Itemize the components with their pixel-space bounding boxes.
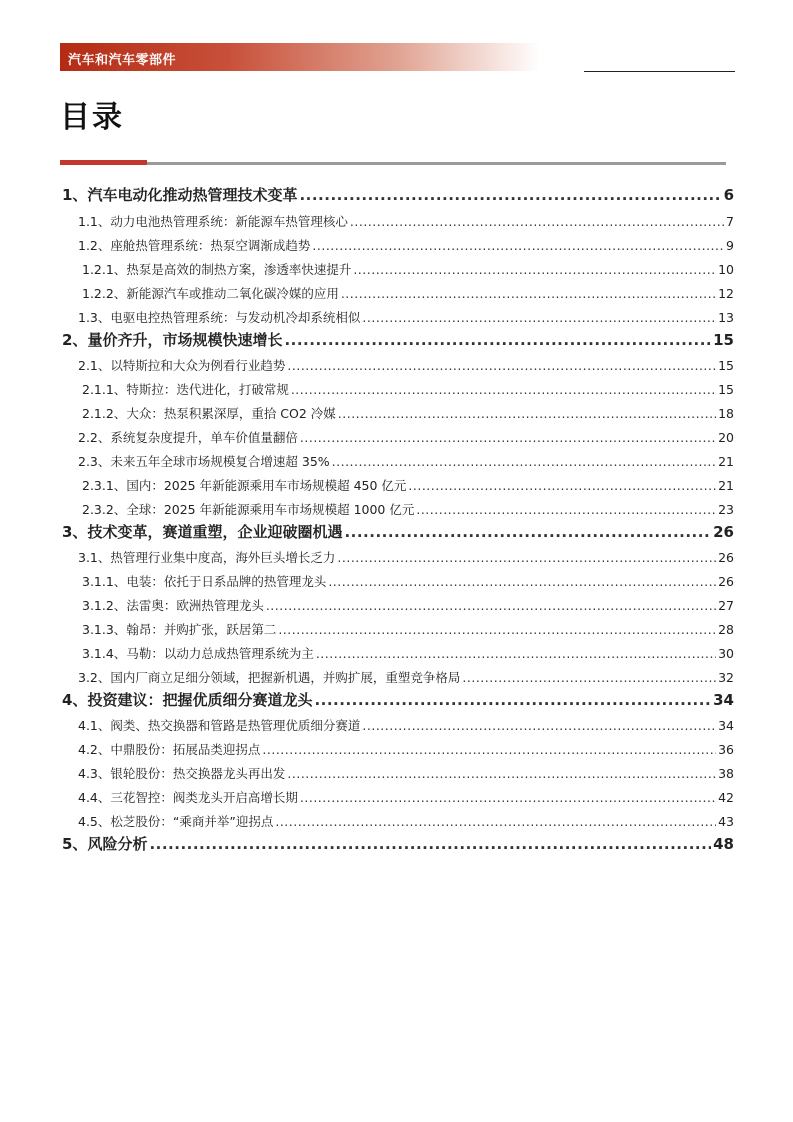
toc-entry[interactable]: 5、 风险分析 ..... 48 [62,833,734,855]
toc-entry-title: 风险分析 [87,835,148,853]
toc-page-number: 42 [718,790,734,805]
toc-entry[interactable]: 1.1、 动力电池热管理系统：新能源车热管理核心 ..... 7 [78,212,734,232]
header-category: 汽车和汽车零部件 [68,53,177,68]
toc-leader [278,622,716,637]
toc-leader [332,454,716,469]
toc-entry-title: 特斯拉：迭代进化，打破常规 [126,382,289,397]
toc-entry-title: 系统复杂度提升，单车价值量翻倍 [110,430,298,445]
toc-leader [408,478,716,493]
toc-page-number: 18 [718,406,734,421]
toc-page-number: 34 [713,691,734,709]
header-band [60,43,540,71]
toc-entry[interactable]: 2.1.2、 大众：热泵积累深厚，重拾 CO2 冷媒 ..... 18 [82,404,734,424]
toc-entry-title: 未来五年全球市场规模复合增速超 35% [110,454,330,469]
toc-leader [362,718,716,733]
toc-page-number: 32 [718,670,734,685]
toc-entry-title: 松芝股份：“乘商并举”迎拐点 [110,814,274,829]
toc-entry[interactable]: 4、 投资建议：把握优质细分赛道龙头 ..... 34 [62,689,734,711]
toc-entry[interactable]: 1.3、 电驱电控热管理系统：与发动机冷却系统相似 ..... 13 [78,308,734,328]
toc-page-number: 20 [718,430,734,445]
toc-entry[interactable]: 2.3、 未来五年全球市场规模复合增速超 35% ..... 21 [78,452,734,472]
toc-leader [312,238,724,253]
toc-leader [416,502,716,517]
toc-entry-title: 量价齐升，市场规模快速增长 [87,331,283,349]
toc-entry[interactable]: 2.2、 系统复杂度提升，单车价值量翻倍 ..... 20 [78,428,734,448]
toc-entry-title: 座舱热管理系统：热泵空调渐成趋势 [110,238,311,253]
toc-page-number: 38 [718,766,734,781]
toc-entry[interactable]: 3.1.3、 翰昂：并购扩张，跃居第二 ..... 28 [82,620,734,640]
toc-entry[interactable]: 4.3、 银轮股份：热交换器龙头再出发 ..... 38 [78,764,734,784]
toc-entry-title: 银轮股份：热交换器龙头再出发 [110,766,286,781]
toc-leader [291,382,716,397]
toc-entry-title: 全球：2025 年新能源乘用车市场规模超 1000 亿元 [126,502,415,517]
toc-entry[interactable]: 2、 量价齐升，市场规模快速增长 ..... 15 [62,329,734,351]
toc-page-number: 28 [718,622,734,637]
toc-entry-title: 热泵是高效的制热方案，渗透率快速提升 [126,262,352,277]
toc-page-number: 26 [718,574,734,589]
toc-page-number: 21 [718,478,734,493]
toc-leader [284,331,711,349]
toc-leader [275,814,716,829]
toc-entry[interactable]: 1.2.2、 新能源汽车或推动二氧化碳冷媒的应用 ..... 12 [82,284,734,304]
toc-entry-title: 阀类、热交换器和管路是热管理优质细分赛道 [110,718,361,733]
toc-page-number: 21 [718,454,734,469]
toc-entry-title: 汽车电动化推动热管理技术变革 [87,186,298,204]
toc-entry[interactable]: 3.1.2、 法雷奥：欧洲热管理龙头 ..... 27 [82,596,734,616]
toc-page-number: 15 [718,358,734,373]
toc-entry[interactable]: 4.5、 松芝股份：“乘商并举”迎拐点 ..... 43 [78,812,734,832]
toc-entry[interactable]: 4.1、 阀类、热交换器和管路是热管理优质细分赛道 ..... 34 [78,716,734,736]
toc-leader [287,766,716,781]
title-underline-accent [60,160,147,165]
toc-page-number: 30 [718,646,734,661]
toc-page-number: 13 [718,310,734,325]
toc-entry-title: 大众：热泵积累深厚，重拾 CO2 冷媒 [126,406,336,421]
toc-entry[interactable]: 2.3.2、 全球：2025 年新能源乘用车市场规模超 1000 亿元 ..... 23 [82,500,734,520]
toc-page-number: 15 [718,382,734,397]
toc-page-number: 7 [726,214,734,229]
toc-entry-title: 中鼎股份：拓展品类迎拐点 [110,742,261,757]
toc-title: 目录 [60,100,124,135]
toc-page-number: 34 [718,718,734,733]
toc-entry-title: 以特斯拉和大众为例看行业趋势 [110,358,286,373]
toc-page-number: 10 [718,262,734,277]
toc-entry-title: 新能源汽车或推动二氧化碳冷媒的应用 [126,286,339,301]
title-underline [60,162,726,165]
toc-entry[interactable]: 3.1.1、 电装：依托于日系品牌的热管理龙头 ..... 26 [82,572,734,592]
toc-page-number: 43 [718,814,734,829]
toc-leader [362,310,716,325]
toc-entry-title: 技术变革，赛道重塑，企业迎破圈机遇 [87,523,343,541]
toc-leader [149,835,711,853]
toc-entry-title: 电驱电控热管理系统：与发动机冷却系统相似 [110,310,361,325]
toc-entry-title: 动力电池热管理系统：新能源车热管理核心 [110,214,348,229]
toc-page-number: 27 [718,598,734,613]
toc-leader [314,691,711,709]
toc-page-number: 12 [718,286,734,301]
toc-page-number: 6 [723,186,734,204]
toc-entry[interactable]: 3.1、 热管理行业集中度高，海外巨头增长乏力 ..... 26 [78,548,734,568]
header-rule [584,71,735,72]
toc-entry-title: 电装：依托于日系品牌的热管理龙头 [126,574,327,589]
toc-leader [350,214,724,229]
toc-leader [300,790,716,805]
toc-entry[interactable]: 3.2、 国内厂商立足细分领域，把握新机遇，并购扩展，重塑竞争格局 ..... 32 [78,668,734,688]
toc-leader [344,523,711,541]
toc-entry-title: 热管理行业集中度高，海外巨头增长乏力 [110,550,336,565]
toc-entry[interactable]: 4.4、 三花智控：阀类龙头开启高增长期 ..... 42 [78,788,734,808]
toc-leader [299,186,721,204]
toc-leader [328,574,716,589]
toc-entry-title: 国内厂商立足细分领域，把握新机遇，并购扩展，重塑竞争格局 [110,670,461,685]
toc-entry[interactable]: 1.2.1、 热泵是高效的制热方案，渗透率快速提升 ..... 10 [82,260,734,280]
toc-leader [341,286,716,301]
toc-page-number: 23 [718,502,734,517]
toc-leader [337,550,716,565]
toc-entry-title: 马勒：以动力总成热管理系统为主 [126,646,314,661]
toc-leader [266,598,716,613]
toc-page-number: 26 [718,550,734,565]
toc-entry[interactable]: 1.2、 座舱热管理系统：热泵空调渐成趋势 ..... 9 [78,236,734,256]
toc-leader [338,406,716,421]
toc-leader [262,742,716,757]
toc-page-number: 26 [713,523,734,541]
toc-leader [353,262,716,277]
toc-page-number: 48 [713,835,734,853]
toc-entry[interactable]: 1、 汽车电动化推动热管理技术变革 ..... 6 [62,184,734,206]
toc-entry[interactable]: 3.1.4、 马勒：以动力总成热管理系统为主 ..... 30 [82,644,734,664]
toc-entry[interactable]: 4.2、 中鼎股份：拓展品类迎拐点 ..... 36 [78,740,734,760]
toc-page-number: 9 [726,238,734,253]
toc-entry-title: 翰昂：并购扩张，跃居第二 [126,622,277,637]
toc-leader [316,646,716,661]
toc-entry-title: 国内：2025 年新能源乘用车市场规模超 450 亿元 [126,478,407,493]
toc-entry[interactable]: 2.1.1、 特斯拉：迭代进化，打破常规 ..... 15 [82,380,734,400]
toc-leader [300,430,716,445]
toc-entry-title: 投资建议：把握优质细分赛道龙头 [87,691,313,709]
toc-entry-title: 法雷奥：欧洲热管理龙头 [126,598,264,613]
toc-entry-title: 三花智控：阀类龙头开启高增长期 [110,790,298,805]
toc-leader [287,358,716,373]
toc-entry[interactable]: 2.3.1、 国内：2025 年新能源乘用车市场规模超 450 亿元 ..... 21 [82,476,734,496]
toc-page-number: 15 [713,331,734,349]
toc-page-number: 36 [718,742,734,757]
toc-entry[interactable]: 3、 技术变革，赛道重塑，企业迎破圈机遇 ..... 26 [62,521,734,543]
toc-entry[interactable]: 2.1、 以特斯拉和大众为例看行业趋势 ..... 15 [78,356,734,376]
toc-leader [462,670,716,685]
